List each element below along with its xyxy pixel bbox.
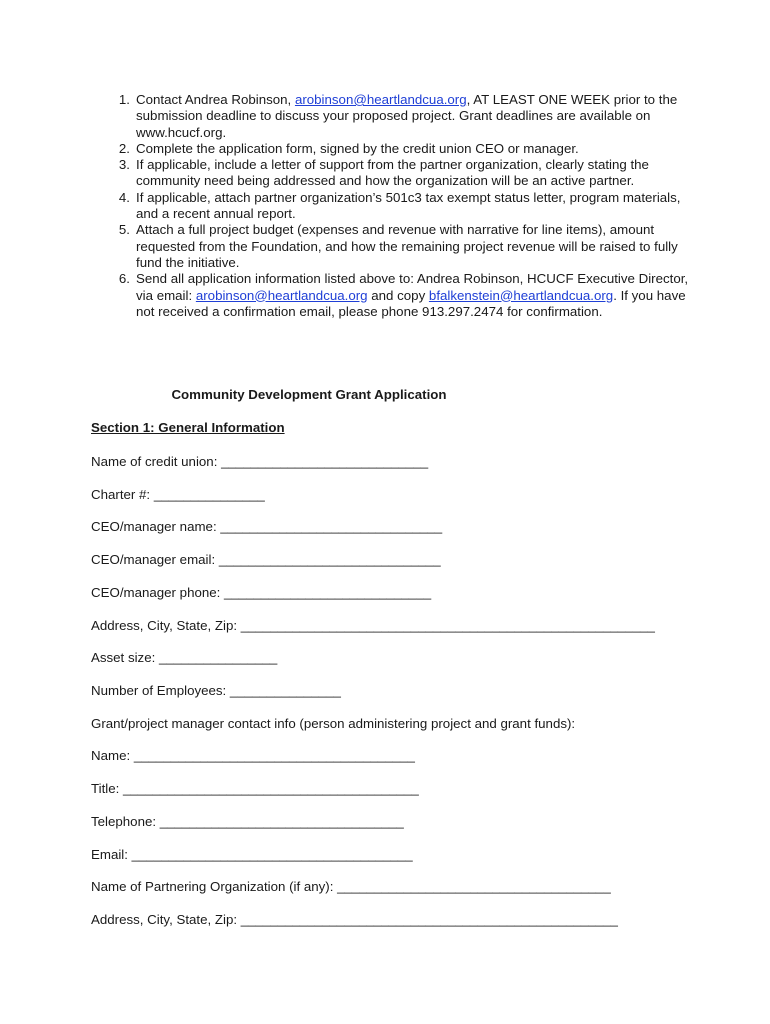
- instruction-list: [118, 92, 696, 320]
- field-partner-address: Address, City, State, Zip: ___________________________________________________: [91, 912, 618, 927]
- field-asset-size: Asset size: ________________: [91, 650, 278, 665]
- field-address: Address, City, State, Zip: ________________________________________________________: [91, 618, 655, 633]
- email-link-bfalkenstein[interactable]: bfalkenstein@heartlandcua.org: [428, 287, 614, 303]
- field-credit-union-name: Name of credit union: ____________________________: [91, 454, 429, 469]
- list-number: 6.: [118, 271, 130, 287]
- instruction-item-3: [118, 157, 696, 190]
- instruction-item-5: [118, 222, 696, 271]
- list-number: 3.: [118, 157, 130, 173]
- instruction-text: If applicable, include a letter of support from the partner organization, clearly stating the community need being addressed and how the organization will be an active partner.: [136, 157, 649, 189]
- instruction-text: Send all application information listed above to: Andrea Robinson, HCUCF Executive Director, via email:: [136, 271, 689, 303]
- section-1-title: Section 1: General Information: [91, 420, 285, 435]
- instruction-item-2: [118, 140, 696, 157]
- email-link-arobinson[interactable]: arobinson@heartlandcua.org: [294, 92, 467, 107]
- instruction-item-6: [118, 271, 696, 320]
- instruction-text: . If you have not received a confirmation email, please phone 913.297.2474 for confirmation.: [136, 287, 686, 319]
- field-manager-telephone: Telephone: _________________________________: [91, 814, 404, 829]
- field-ceo-email: CEO/manager email: ______________________________: [91, 552, 441, 567]
- field-partner-organization: Name of Partnering Organization (if any): _____________________________________: [91, 879, 611, 894]
- grant-manager-contact-label: Grant/project manager contact info (person administering project and grant funds):: [91, 716, 576, 731]
- instruction-text: If applicable, attach partner organization’s 501c3 tax exempt status letter, program materials, and a recent annual report.: [136, 189, 681, 222]
- instruction-text: and copy: [367, 287, 429, 303]
- field-manager-name: Name: ______________________________________: [91, 748, 415, 763]
- field-manager-title: Title: ________________________________________: [91, 781, 419, 796]
- list-number: 2.: [118, 140, 130, 156]
- list-number: 1.: [118, 92, 130, 107]
- application-title: Community Development Grant Application: [171, 387, 447, 402]
- list-number: 4.: [118, 189, 130, 205]
- field-charter-number: Charter #: _______________: [91, 487, 265, 502]
- instruction-text: Contact Andrea Robinson,: [136, 92, 295, 107]
- field-manager-email: Email: ______________________________________: [91, 847, 413, 862]
- field-number-of-employees: Number of Employees: _______________: [91, 683, 341, 698]
- field-ceo-name: CEO/manager name: ______________________________: [91, 519, 443, 534]
- list-number: 5.: [118, 222, 130, 238]
- email-link-arobinson[interactable]: arobinson@heartlandcua.org: [195, 287, 368, 303]
- instruction-item-1: [118, 92, 696, 141]
- instruction-text: Complete the application form, signed by the credit union CEO or manager.: [136, 140, 579, 156]
- field-ceo-phone: CEO/manager phone: ____________________________: [91, 585, 432, 600]
- instruction-item-4: [118, 189, 696, 223]
- instruction-text: Attach a full project budget (expenses and revenue with narrative for line items), amount requested from the Foundation, and how the remaining project revenue will be raised to fully fund the initiative.: [136, 222, 678, 270]
- instruction-text: , AT LEAST ONE WEEK prior to the submission deadline to discuss your proposed project. Grant deadlines are available on www.hcucf.org.: [136, 92, 678, 140]
